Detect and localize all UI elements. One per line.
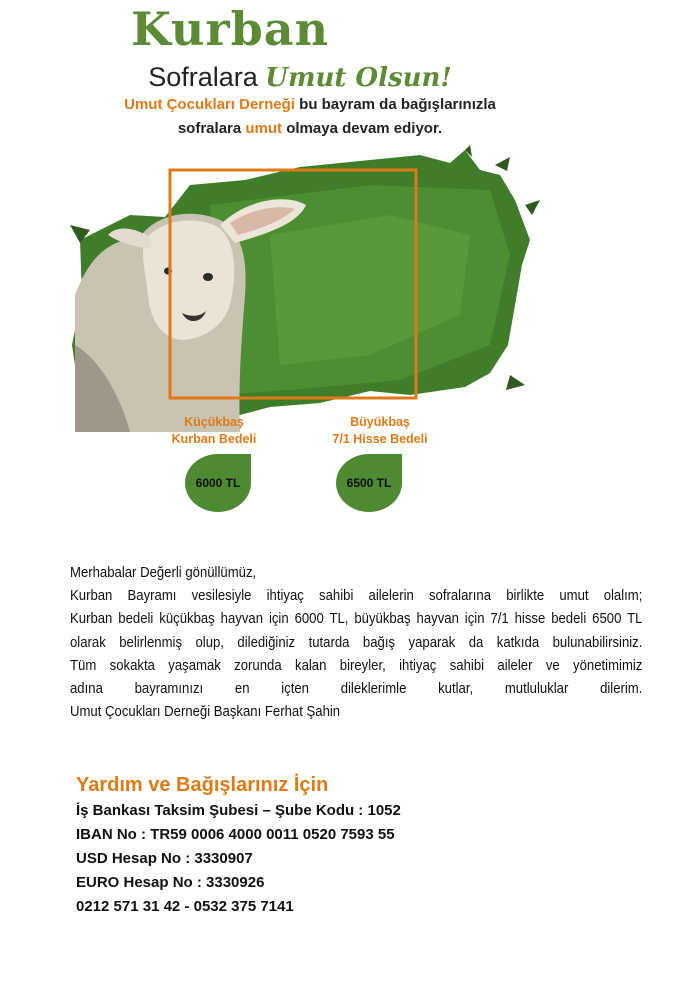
letter-signature: Umut Çocukları Derneği Başkanı Ferhat Şahin xyxy=(70,704,341,721)
subtitle-prefix: Sofralara xyxy=(148,62,258,92)
price-amount: 6000 TL xyxy=(195,476,241,490)
price-badge-kucukbas xyxy=(185,454,251,512)
price-label-line1: Büyükbaş xyxy=(350,415,410,429)
letter-line: adına bayramınızı en içten dileklerimle kutlar, mutluluklar dilerim. xyxy=(70,681,643,698)
phone-numbers: 0212 571 31 42 - 0532 375 7141 xyxy=(76,898,294,915)
intro-line-1 xyxy=(60,96,560,113)
intro-text-b: olmaya devam ediyor. xyxy=(282,120,443,137)
lamb-photo xyxy=(70,145,540,435)
campaign-title: Kurban xyxy=(130,2,330,56)
subtitle-accent: Umut Olsun! xyxy=(265,63,452,93)
iban-number: IBAN No : TR59 0006 4000 0011 0520 7593 55 xyxy=(76,826,395,843)
price-label-kucukbas xyxy=(134,414,294,448)
price-label-line2: 7/1 Hisse Bedeli xyxy=(332,432,428,446)
intro-org-name: Umut Çocukları Derneği xyxy=(124,96,295,113)
letter-line: Tüm sokakta yaşamak zorunda kalan bireyler, ihtiyaç sahibi aileler ve yönetimimiz xyxy=(70,657,643,674)
donation-title: Yardım ve Bağışlarınız İçin xyxy=(76,774,329,796)
price-label-line2: Kurban Bedeli xyxy=(171,432,257,446)
letter-greeting: Merhabalar Değerli gönüllümüz, xyxy=(70,565,257,581)
letter-line: Kurban Bayramı vesilesiyle ihtiyaç sahibi ailelerin sofralarına birlikte umut olalım; xyxy=(70,588,643,605)
letter-line: Kurban bedeli küçükbaş hayvan için 6000 TL, büyükbaş hayvan için 7/1 hisse bedeli 6500 TL xyxy=(70,611,643,628)
intro-text-a: sofralara xyxy=(177,120,246,137)
campaign-subtitle xyxy=(0,62,600,93)
intro-text: bu bayram da bağışlarınızla xyxy=(294,96,496,113)
letter-body xyxy=(70,562,642,724)
usd-account: USD Hesap No : 3330907 xyxy=(76,850,253,867)
intro-accent: umut xyxy=(245,120,283,137)
price-label-buyukbas xyxy=(300,414,460,448)
price-label-line1: Küçükbaş xyxy=(184,415,244,429)
intro-line-2 xyxy=(60,120,560,137)
price-amount: 6500 TL xyxy=(346,476,392,490)
letter-line: olarak belirlenmiş olup, dilediğiniz tutarda bağış yaparak da katkıda bulunabilirsiniz. xyxy=(70,634,643,651)
price-badge-buyukbas xyxy=(336,454,402,512)
bank-branch: İş Bankası Taksim Şubesi – Şube Kodu : 1052 xyxy=(76,802,401,819)
euro-account: EURO Hesap No : 3330926 xyxy=(76,874,265,891)
